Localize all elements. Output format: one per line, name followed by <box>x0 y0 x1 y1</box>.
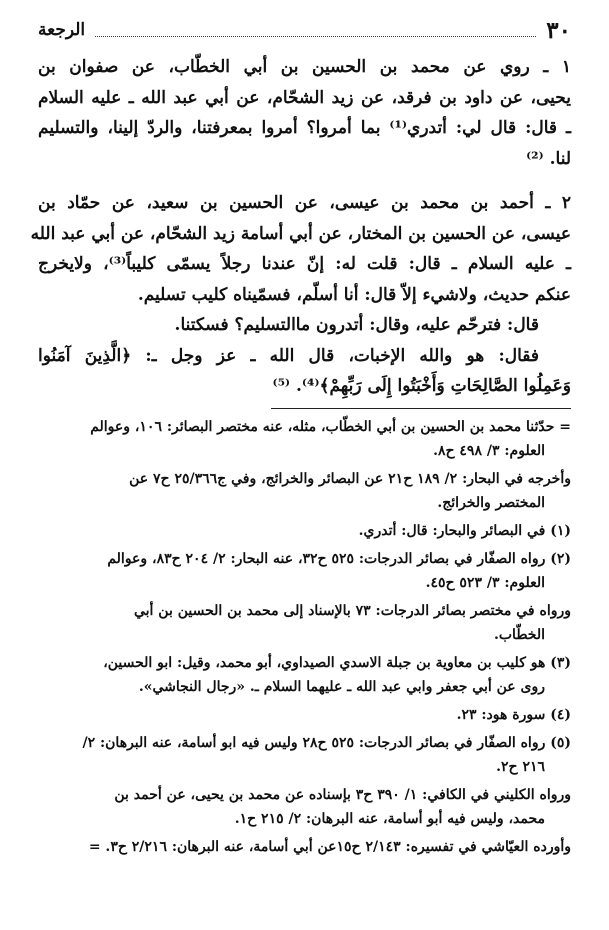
footnote <box>38 415 571 463</box>
footnote <box>38 599 571 647</box>
footnote-line: (٥) رواه الصفّار في بصائر الدرجات: ٥٢٥ ح٢٨ وليس فيه ابو أسامة، عنه البرهان: ٢/ <box>82 734 571 751</box>
footnote <box>38 651 571 699</box>
footnote-line: (٣) هو كليب بن معاوية بن جبلة الاسدي الصيداوي، أبو محمد، وقيل: ابو الحسين، <box>103 654 571 671</box>
footnote-line: (١) في البصائر والبحار: قال: أتدري. <box>358 522 571 539</box>
footnote-line: المختصر والخرائج. <box>437 494 545 511</box>
footnote-line: روى عن أبي جعفر وابي عبد الله ـ عليهما السلام ـ. «رجال النجاشي». <box>138 678 545 695</box>
hadith-1 <box>38 52 571 174</box>
text-line: عنكم حديث، ولاشيء إلاّ قال: أنا أسلّم، فسمّيناه كليب تسليم. <box>137 284 571 305</box>
footnote <box>38 519 571 543</box>
footnote-line: محمد، وليس فيه أبو أسامة، عنه البرهان: ٢/ ٢١٥ ح١. <box>234 810 545 827</box>
text-line: عيسى، عن الحسين بن المختار، عن أبي أسامة زيد الشحّام، عن أبي عبد الله <box>30 223 571 244</box>
footnote <box>38 547 571 595</box>
page-header <box>38 12 571 48</box>
footnote-line: وأورده العيّاشي في تفسيره: ٢/١٤٣ ح١٥عن أبي أسامة، عنه البرهان: ٢/٢١٦ ح٣. = <box>88 838 571 855</box>
text-line: قال: فترحّم عليه، وقال: أتدرون ماالتسليم؟ فسكتنا. <box>174 315 539 335</box>
footnote <box>38 703 571 727</box>
footnote <box>38 467 571 515</box>
text-line: ٢ ـ أحمد بن محمد بن عيسى، عن الحسين بن سعيد، عن حمّاد بن <box>38 193 571 213</box>
running-title: الرجعة <box>38 20 86 40</box>
quran-verse-line: فقال: هو والله الإخبات، قال الله ـ عز وجل ـ: ﴿الَّذِينَ آمَنُوا <box>38 345 539 366</box>
footnote-line: (٢) رواه الصفّار في بصائر الدرجات: ٥٢٥ ح٣٢، عنه البحار: ٢/ ٢٠٤ ح٨٣، وعوالم <box>107 550 571 567</box>
text-line: لنا. ⁽²⁾ <box>526 148 571 169</box>
footnote-line: ورواه الكليني في الكافي: ١/ ٣٩٠ ح٣ بإسناده عن محمد بن يحيى، عن أحمد بن <box>114 786 571 803</box>
footnote-line: الخطّاب. <box>494 626 545 643</box>
footnote <box>38 731 571 779</box>
text-line: يحيى، عن داود بن فرقد، عن زيد الشحّام، عن أبي عبد الله ـ عليه السلام <box>38 87 571 108</box>
footnote-line: = حدّثنا محمد بن الحسين بن أبي الخطّاب، مثله، عنه مختصر البصائر: ١٠٦، وعوالم <box>90 418 571 435</box>
footnotes <box>38 415 571 859</box>
footnote-line: وأخرجه في البحار: ٢/ ١٨٩ ح٢١ عن البصائر والخرائج، وفي ج٢٥/٣٦٦ ح٧ عن <box>129 470 571 487</box>
footnote-line: (٤) سورة هود: ٢٣. <box>456 706 571 723</box>
footnote-line: العلوم: ٣/ ٤٩٨ ح٨. <box>433 442 545 459</box>
footnote <box>38 835 571 859</box>
text-line: ـ قال: قال لي: أتدري⁽¹⁾ بما أمروا؟ أمروا بمعرفتنا، والردّ إلينا، والتسليم <box>38 118 572 138</box>
footnote <box>38 783 571 831</box>
main-text <box>30 52 572 402</box>
footnote-line: العلوم: ٣/ ٥٢٣ ح٤٥. <box>425 574 545 591</box>
footnote-line: ٢١٦ ح٢. <box>496 758 545 775</box>
page-number: ٣٠ <box>546 16 571 44</box>
header-dotted-rule <box>95 36 536 37</box>
hadith-2 <box>30 188 571 402</box>
quran-verse-line: وَعَمِلُوا الصَّالِحَاتِ وَأَخْبَتُوا إِلَى رَبِّهِمْ﴾⁽⁴⁾. ⁽⁵⁾ <box>272 376 571 396</box>
text-line: ١ ـ روي عن محمد بن الحسين بن أبي الخطّاب، عن صفوان بن <box>38 57 571 77</box>
footnote-line: ورواه في مختصر بصائر الدرجات: ٧٣ بالإسناد إلى محمد بن الحسين بن أبي <box>133 602 571 619</box>
footnote-separator <box>271 408 571 409</box>
text-line: ـ عليه السلام ـ قال: قلت له: إنّ عندنا رجلاً يسمّى كليباً⁽³⁾، ولايخرج <box>38 254 571 274</box>
